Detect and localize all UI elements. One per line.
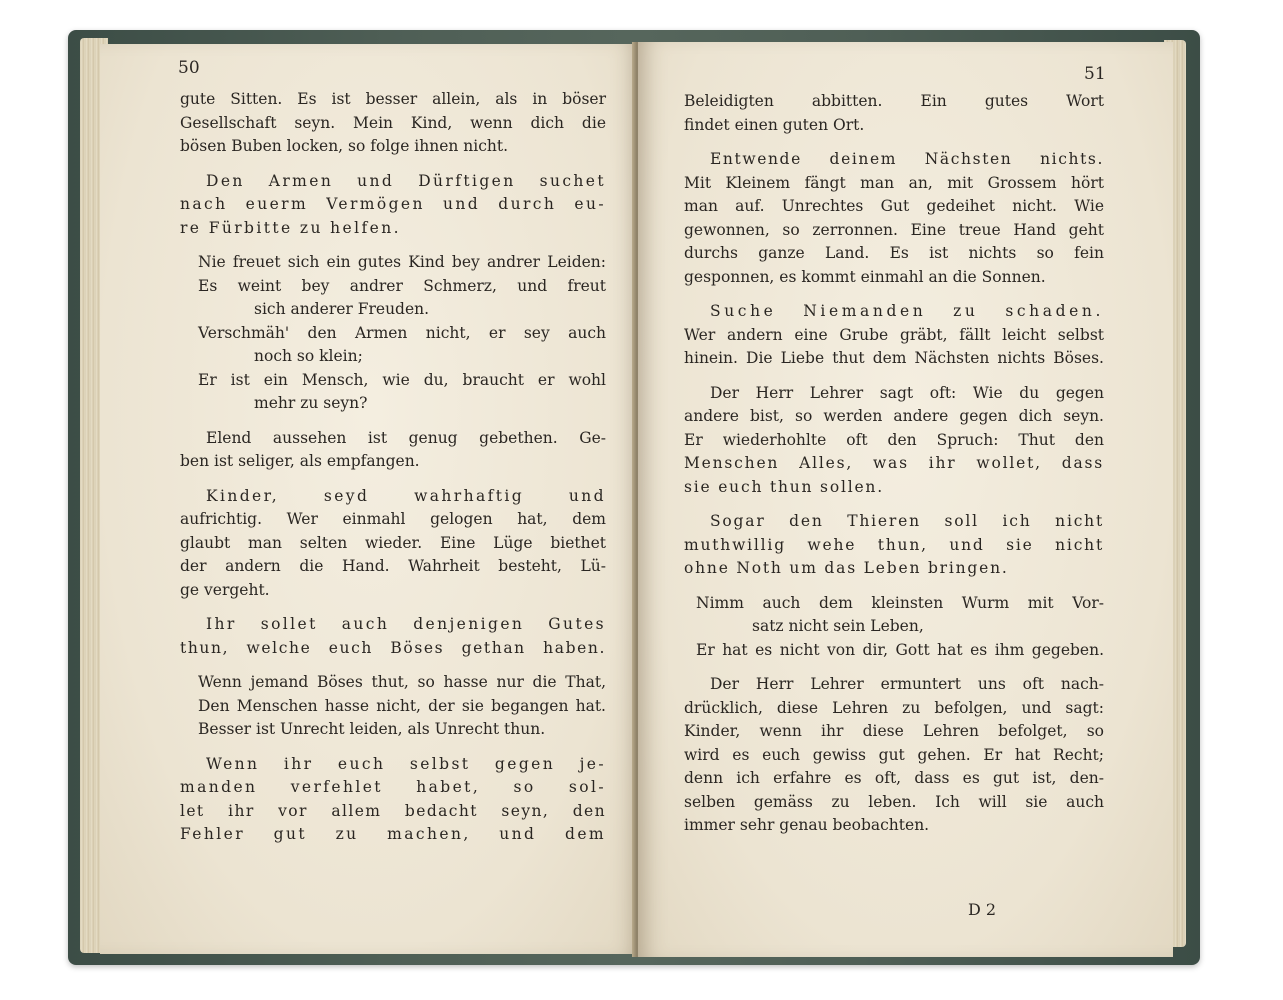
text-line: immer sehr genau beobachten.: [684, 816, 930, 834]
text-line: ben ist seliger, als empfangen.: [180, 452, 420, 470]
text-line: sie euch thun sollen.: [684, 477, 884, 496]
text-line: Fehler gut zu machen, und dem: [180, 825, 606, 843]
paragraph: [180, 170, 606, 241]
verse-line: noch so klein;: [254, 347, 363, 365]
verse: [180, 671, 606, 742]
signature-mark: D 2: [968, 900, 997, 919]
text-line: Er wiederhohlte oft den Spruch: Thut den: [684, 430, 1104, 449]
verse: [180, 251, 606, 416]
paragraph: [684, 673, 1104, 838]
text-line: glaubt man selten wieder. Eine Lüge biethet: [180, 533, 606, 552]
verse-line: Er hat es nicht von dir, Gott hat es ihm gegeben.: [696, 640, 1104, 659]
paragraph: [684, 90, 1104, 137]
text-line: Mit Kleinem fängt man an, mit Grossem hört: [684, 173, 1104, 192]
text-line: gesponnen, es kommt einmahl an die Sonnen.: [684, 267, 1046, 286]
verse-line: sich anderer Freuden.: [254, 300, 430, 318]
text-line: andere bist, so werden andere gegen dich seyn.: [684, 407, 1104, 425]
text-line: gewonnen, so zerronnen. Eine treue Hand geht: [684, 220, 1104, 239]
text-line: hinein. Die Liebe thut dem Nächsten nichts Böses.: [684, 349, 1104, 367]
paragraph: [684, 510, 1104, 581]
text-line: durchs ganze Land. Es ist nichts so fein: [684, 244, 1104, 262]
text-line: Den Armen und Dürftigen suchet: [206, 171, 606, 190]
paragraph: [684, 148, 1104, 289]
paragraph: [684, 300, 1104, 371]
text-line: Der Herr Lehrer sagt oft: Wie du gegen: [710, 383, 1104, 402]
text-line: Elend aussehen ist genug gebethen. Ge-: [206, 428, 606, 447]
text-line: man auf. Unrechtes Gut gedeihet nicht. Wie: [684, 197, 1104, 215]
verse-line: Besser ist Unrecht leiden, als Unrecht thun.: [198, 720, 546, 738]
text-line: manden verfehlet habet, so sol-: [180, 778, 606, 796]
text-line: ohne Noth um das Leben bringen.: [684, 559, 1009, 577]
open-book: [68, 30, 1200, 965]
text-line: ge vergeht.: [180, 580, 270, 599]
text-line: Beleidigten abbitten. Ein gutes Wort: [684, 92, 1104, 110]
text-line: thun, welche euch Böses gethan haben.: [180, 638, 606, 657]
text-line: Menschen Alles, was ihr wollet, dass: [684, 454, 1104, 472]
page-number-left: 50: [178, 58, 200, 78]
verse-line: Er ist ein Mensch, wie du, braucht er wohl: [198, 370, 606, 389]
paragraph: [180, 753, 606, 847]
text-line: nach euerm Vermögen und durch eu-: [180, 195, 606, 213]
text-line: aufrichtig. Wer einmahl gelogen hat, dem: [180, 510, 606, 528]
text-line: Ihr sollet auch denjenigen Gutes: [206, 615, 606, 633]
text-line: Entwende deinem Nächsten nichts.: [710, 150, 1104, 168]
text-line: gute Sitten. Es ist besser allein, als in böser: [180, 90, 606, 108]
right-page: [638, 42, 1173, 957]
text-line: Kinder, seyd wahrhaftig und: [206, 486, 606, 505]
left-page: [100, 44, 640, 954]
verse-line: Den Menschen hasse nicht, der sie begangen hat.: [198, 696, 606, 715]
text-line: findet einen guten Ort.: [684, 115, 865, 134]
text-line: Kinder, wenn ihr diese Lehren befolget, so: [684, 722, 1104, 740]
text-line: drücklich, diese Lehren zu befolgen, und sagt:: [684, 698, 1104, 717]
verse-line: satz nicht sein Leben,: [752, 617, 924, 635]
text-line: Gesellschaft seyn. Mein Kind, wenn dich die: [180, 113, 606, 132]
right-page-text: [684, 90, 1104, 838]
paragraph: [180, 88, 606, 159]
paragraph: [180, 613, 606, 660]
verse: [684, 592, 1104, 663]
text-line: Suche Niemanden zu schaden.: [710, 302, 1104, 320]
text-line: re Fürbitte zu helfen.: [180, 218, 401, 237]
paragraph: [684, 382, 1104, 500]
text-line: let ihr vor allem bedacht seyn, den: [180, 801, 606, 820]
text-line: wird es euch gewiss gut gehen. Er hat Recht;: [684, 745, 1104, 764]
verse-line: Wenn jemand Böses thut, so hasse nur die That,: [198, 673, 606, 691]
paragraph: [180, 485, 606, 603]
text-line: Wer andern eine Grube gräbt, fällt leicht selbst: [684, 325, 1104, 344]
text-line: Sogar den Thieren soll ich nicht: [710, 512, 1104, 530]
left-page-text: [180, 88, 606, 847]
verse-line: Es weint bey andrer Schmerz, und freut: [198, 276, 606, 295]
paragraph: [180, 427, 606, 474]
text-line: muthwillig wehe thun, und sie nicht: [684, 535, 1104, 554]
text-line: der andern die Hand. Wahrheit besteht, Lü-: [180, 557, 606, 575]
verse-line: Verschmäh' den Armen nicht, er sey auch: [198, 323, 606, 342]
page-number-right: 51: [1084, 64, 1106, 84]
text-line: Der Herr Lehrer ermuntert uns oft nach-: [710, 675, 1104, 693]
text-line: bösen Buben locken, so folge ihnen nicht.: [180, 137, 509, 155]
verse-line: Nie freuet sich ein gutes Kind bey andrer Leiden:: [198, 253, 606, 271]
verse-line: Nimm auch dem kleinsten Wurm mit Vor-: [696, 593, 1104, 612]
verse-line: mehr zu seyn?: [254, 394, 368, 412]
text-line: Wenn ihr euch selbst gegen je-: [206, 754, 606, 773]
text-line: denn ich erfahre es oft, dass es gut ist, den-: [684, 769, 1104, 787]
text-line: selben gemäss zu leben. Ich will sie auch: [684, 792, 1104, 811]
